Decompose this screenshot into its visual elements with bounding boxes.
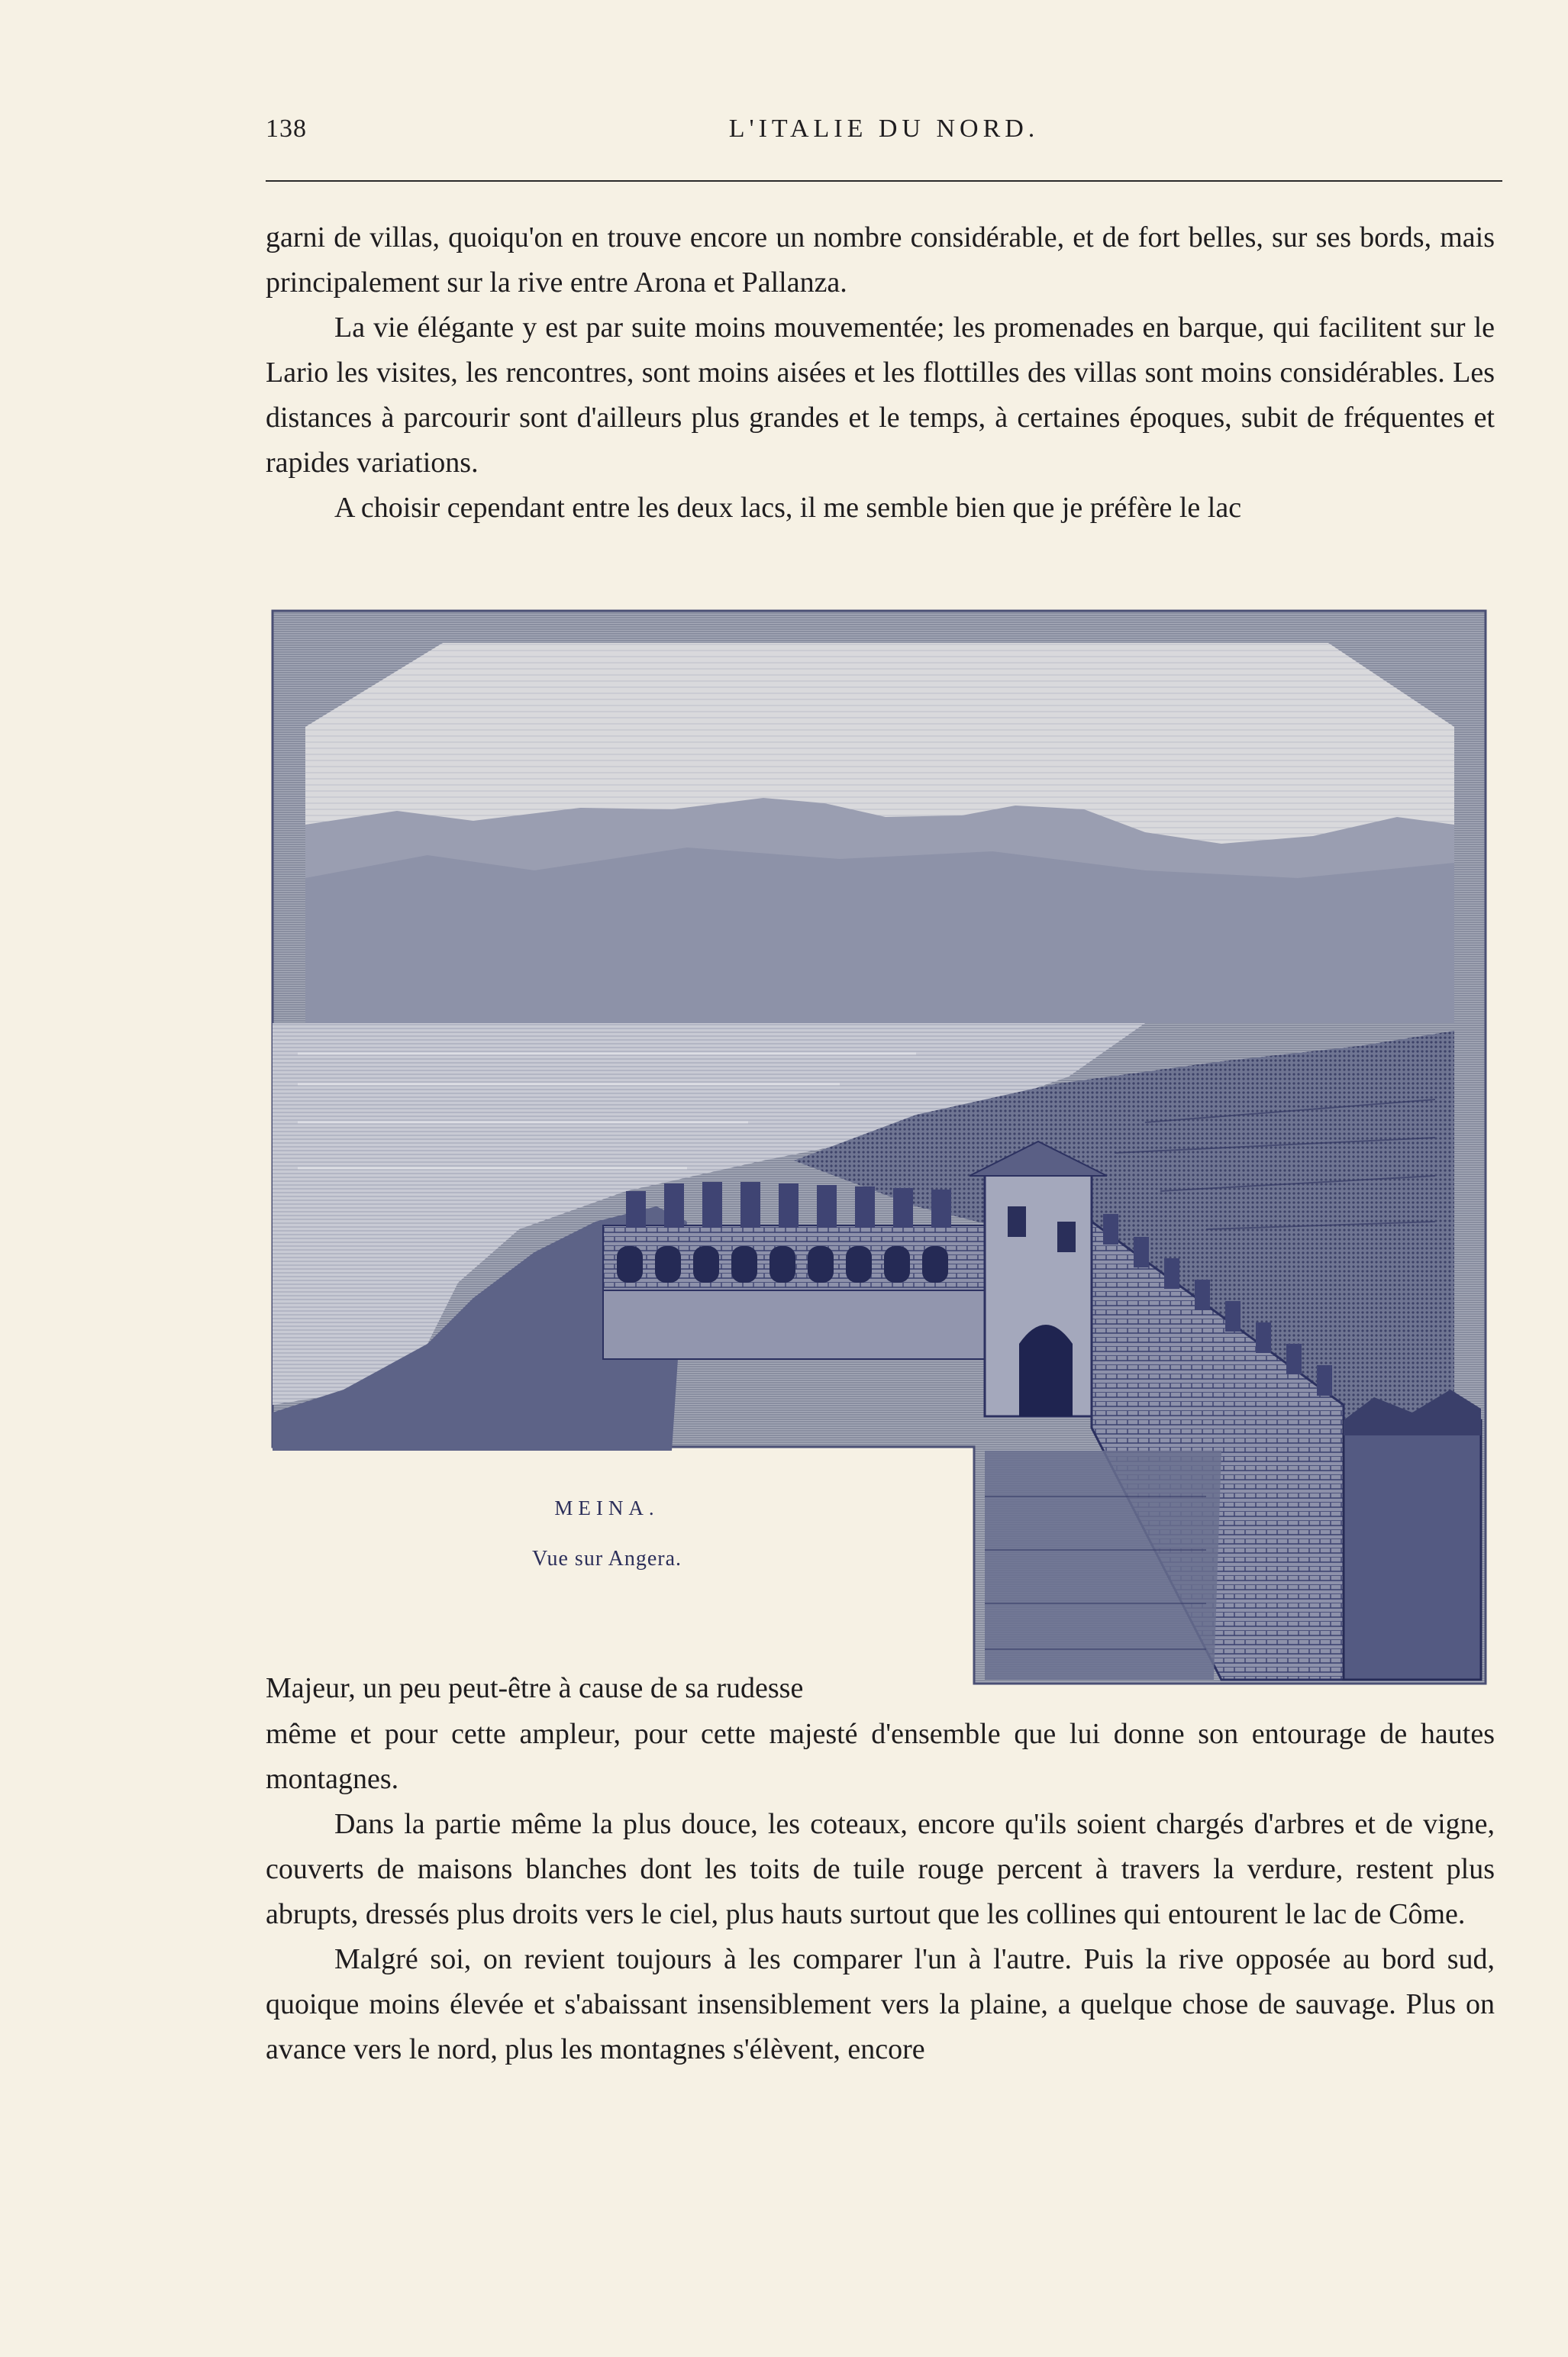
- paragraph: Malgré soi, on revient toujours à les comparer l'un à l'autre. Puis la rive opposée au bord sud, quoique moins élevée et s'abaissant insensiblement vers la plaine, a quelque chose de sauvage. Plus on avance vers le nord, plus les montagnes s'élèvent, encore: [266, 1943, 1495, 2065]
- paragraph: A choisir cependant entre les deux lacs, il me semble bien que je préfère le lac: [334, 492, 1242, 524]
- paragraph: Dans la partie même la plus douce, les coteaux, encore qu'ils soient chargés d'arbres et de vigne, couverts de maisons blanches dont les toits de tuile rouge percent à travers la verdure, restent plus abrupts, dressés plus droits vers le ciel, plus hauts surtout que les collines qui entourent le lac de Côme.: [266, 1808, 1495, 1930]
- paragraph: La vie élégante y est par suite moins mouvementée; les promenades en barque, qui facilitent sur le Lario les visites, les rencontres, sont moins aisées et les flottilles des villas sont moins considérables. Les distances à parcourir sont d'ailleurs plus grandes et le temps, à certaines époques, subit de fréquentes et rapides variations.: [266, 312, 1495, 479]
- running-title: L'ITALIE DU NORD.: [728, 115, 1040, 143]
- paragraph: même et pour cette ampleur, pour cette majesté d'ensemble que lui donne son entourage de hautes montagnes.: [266, 1718, 1495, 1795]
- illustration-caption-title: MEINA.: [554, 1497, 660, 1519]
- paragraph-line: Majeur, un peu peut-être à cause de sa rudesse: [266, 1672, 804, 1704]
- page-number: 138: [266, 115, 307, 143]
- text-wrap-line: [266, 1666, 937, 1711]
- paragraph: garni de villas, quoiqu'on en trouve encore un nombre considérable, et de fort belles, sur ses bords, mais principalement sur la rive entre Arona et Pallanza.: [266, 221, 1495, 299]
- illustration-caption-subtitle: Vue sur Angera.: [531, 1547, 682, 1571]
- text-block-bottom: [266, 1712, 1495, 2072]
